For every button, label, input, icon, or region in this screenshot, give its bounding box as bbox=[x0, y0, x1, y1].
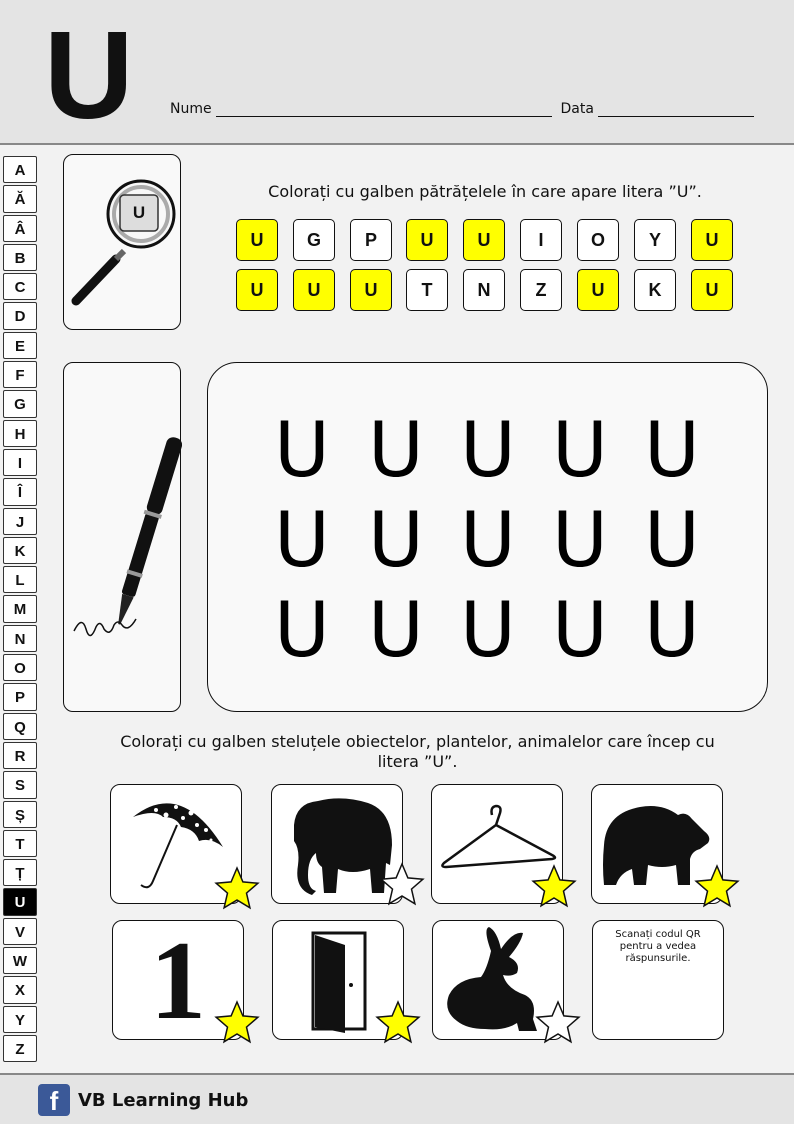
alphabet-letter: Ă bbox=[3, 185, 37, 212]
trace-letter: U bbox=[460, 405, 516, 494]
letter-square[interactable]: U bbox=[463, 219, 505, 261]
letter-square[interactable]: U bbox=[691, 269, 733, 311]
name-field[interactable] bbox=[216, 102, 552, 117]
alphabet-letter: W bbox=[3, 947, 37, 974]
alphabet-letter: N bbox=[3, 625, 37, 652]
instruction-squares: Colorați cu galben pătrățelele în care apare litera ”U”. bbox=[268, 182, 702, 201]
page-header bbox=[0, 0, 794, 145]
magnifier-letter: U bbox=[132, 203, 146, 222]
magnifier-icon bbox=[64, 155, 182, 331]
letter-square[interactable]: U bbox=[406, 219, 448, 261]
letter-square[interactable]: U bbox=[293, 269, 335, 311]
alphabet-letter: O bbox=[3, 654, 37, 681]
alphabet-letter: U bbox=[3, 888, 37, 915]
alphabet-letter: Z bbox=[3, 1035, 37, 1062]
alphabet-letter: Q bbox=[3, 713, 37, 740]
letter-square[interactable]: P bbox=[350, 219, 392, 261]
magnifier-panel bbox=[63, 154, 181, 330]
alphabet-index bbox=[3, 156, 37, 1064]
alphabet-letter: I bbox=[3, 449, 37, 476]
alphabet-letter: Î bbox=[3, 478, 37, 505]
trace-letter: U bbox=[368, 405, 424, 494]
letter-square[interactable]: G bbox=[293, 219, 335, 261]
alphabet-letter: R bbox=[3, 742, 37, 769]
alphabet-letter: P bbox=[3, 683, 37, 710]
trace-letter: U bbox=[274, 585, 330, 674]
brand-name: VB Learning Hub bbox=[78, 1090, 249, 1111]
alphabet-letter: B bbox=[3, 244, 37, 271]
letter-square[interactable]: U bbox=[691, 219, 733, 261]
qr-card bbox=[592, 920, 724, 1040]
alphabet-letter: L bbox=[3, 566, 37, 593]
letter-square[interactable]: Y bbox=[634, 219, 676, 261]
letter-square[interactable]: O bbox=[577, 219, 619, 261]
trace-letter: U bbox=[460, 495, 516, 584]
qr-instruction: Scanați codul QR pentru a vedea răspunsurile. bbox=[615, 929, 701, 964]
alphabet-letter: Ș bbox=[3, 801, 37, 828]
alphabet-letter: Â bbox=[3, 215, 37, 242]
letter-square[interactable]: Z bbox=[520, 269, 562, 311]
trace-letter: U bbox=[552, 495, 608, 584]
alphabet-letter: C bbox=[3, 273, 37, 300]
trace-letter: U bbox=[274, 495, 330, 584]
letter-square[interactable]: K bbox=[634, 269, 676, 311]
letter-square[interactable]: I bbox=[520, 219, 562, 261]
name-label: Nume bbox=[170, 101, 212, 117]
trace-letter: U bbox=[644, 495, 700, 584]
date-field[interactable] bbox=[598, 102, 754, 117]
date-label: Data bbox=[560, 101, 594, 117]
trace-letter: U bbox=[368, 585, 424, 674]
fountain-pen-icon bbox=[64, 363, 182, 713]
title-letter: U bbox=[44, 7, 134, 145]
alphabet-letter: J bbox=[3, 508, 37, 535]
alphabet-letter: S bbox=[3, 771, 37, 798]
alphabet-letter: Ț bbox=[3, 859, 37, 886]
letter-square[interactable]: U bbox=[350, 269, 392, 311]
trace-letter: U bbox=[368, 495, 424, 584]
name-date-line bbox=[170, 101, 754, 117]
trace-letter: U bbox=[644, 405, 700, 494]
alphabet-letter: V bbox=[3, 918, 37, 945]
alphabet-letter: E bbox=[3, 332, 37, 359]
letter-square[interactable]: U bbox=[577, 269, 619, 311]
trace-letter: U bbox=[552, 585, 608, 674]
star-icon[interactable] bbox=[378, 862, 426, 910]
trace-letter: U bbox=[644, 585, 700, 674]
trace-letter: U bbox=[552, 405, 608, 494]
star-icon[interactable] bbox=[693, 864, 741, 912]
letter-square[interactable]: U bbox=[236, 219, 278, 261]
alphabet-letter: X bbox=[3, 976, 37, 1003]
alphabet-letter: G bbox=[3, 390, 37, 417]
instruction-stars: Colorați cu galben steluțele obiectelor, plantelor, animalelor care încep cu litera ”U”. bbox=[120, 732, 715, 771]
letter-square[interactable]: U bbox=[236, 269, 278, 311]
trace-letter: U bbox=[460, 585, 516, 674]
alphabet-letter: T bbox=[3, 830, 37, 857]
page-footer bbox=[0, 1073, 794, 1124]
alphabet-letter: D bbox=[3, 302, 37, 329]
alphabet-letter: M bbox=[3, 595, 37, 622]
star-icon[interactable] bbox=[213, 1000, 261, 1048]
facebook-icon[interactable]: f bbox=[38, 1084, 70, 1116]
pen-panel bbox=[63, 362, 181, 712]
star-icon[interactable] bbox=[530, 864, 578, 912]
star-icon[interactable] bbox=[534, 1000, 582, 1048]
alphabet-letter: K bbox=[3, 537, 37, 564]
number-one: 1 bbox=[150, 919, 206, 1043]
star-icon[interactable] bbox=[374, 1000, 422, 1048]
alphabet-letter: H bbox=[3, 420, 37, 447]
alphabet-letter: A bbox=[3, 156, 37, 183]
alphabet-letter: Y bbox=[3, 1006, 37, 1033]
trace-letter: U bbox=[274, 405, 330, 494]
star-icon[interactable] bbox=[213, 866, 261, 914]
alphabet-letter: F bbox=[3, 361, 37, 388]
letter-square[interactable]: N bbox=[463, 269, 505, 311]
letter-square[interactable]: T bbox=[406, 269, 448, 311]
